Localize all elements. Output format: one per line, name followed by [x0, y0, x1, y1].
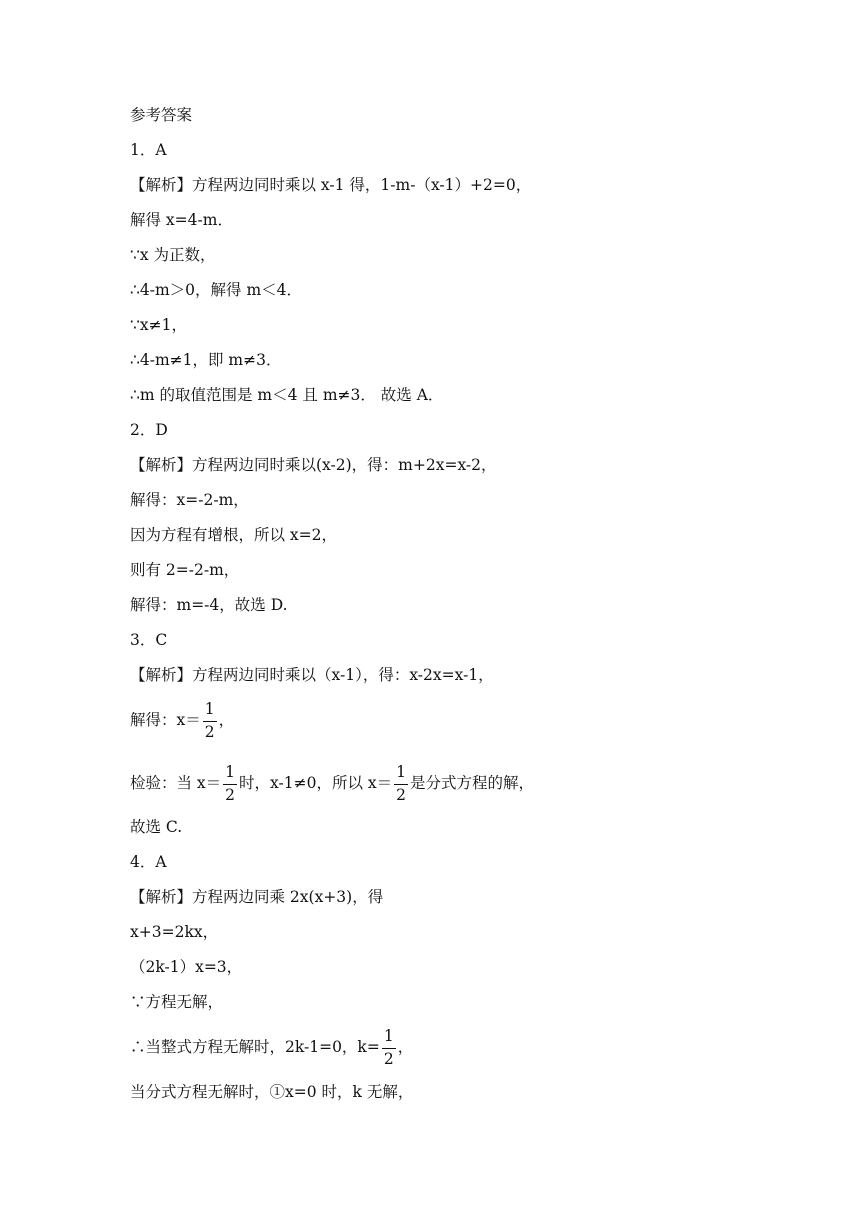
answer-1-line: ∵x 为正数， — [130, 246, 216, 264]
answer-4-line: 【解析】方程两边同乘 2x(x+3)，得 — [130, 888, 384, 906]
answer-3-label: 3．C — [130, 631, 168, 649]
answer-2-line: 则有 2=-2-m， — [130, 561, 240, 579]
answer-2-label: 2．D — [130, 421, 168, 439]
answer-4-line: 当分式方程无解时，①x=0 时，k 无解， — [130, 1083, 414, 1101]
fraction-denominator: 2 — [204, 722, 215, 741]
fraction-denominator: 2 — [225, 785, 236, 804]
fraction-numerator: 1 — [383, 1027, 394, 1045]
fraction-denominator: 2 — [396, 785, 407, 804]
answer-4-label: 4．A — [130, 853, 167, 871]
answer-3-line: 故选 C. — [130, 818, 183, 836]
answer-4-fraction-line — [130, 1029, 413, 1067]
fraction-denominator: 2 — [383, 1049, 394, 1068]
fraction-numerator: 1 — [225, 763, 236, 781]
text-segment: 时，x-1≠0，所以 x＝ — [239, 774, 393, 792]
page-heading: 参考答案 — [130, 106, 193, 124]
text-segment: 是分式方程的解， — [410, 774, 535, 792]
fraction — [382, 1029, 396, 1067]
answer-1-line: 解得 x=4-m． — [130, 211, 233, 229]
answer-1-line: 【解析】方程两边同时乘以 x-1 得，1-m-（x-1）+2=0， — [130, 176, 532, 194]
answer-1-line: ∵x≠1， — [130, 316, 187, 334]
text-segment: 解得：x＝ — [130, 711, 201, 729]
text-segment: ∴当整式方程无解时，2k-1=0，k= — [130, 1038, 380, 1056]
answer-1-label: 1．A — [130, 141, 167, 159]
answer-1-line: ∴m 的取值范围是 m＜4 且 m≠3． 故选 A． — [130, 386, 444, 404]
answer-3-check-line — [130, 765, 534, 803]
answer-2-line: 【解析】方程两边同时乘以(x-2)，得：m+2x=x-2， — [130, 456, 497, 474]
answer-2-line: 解得：x=-2-m， — [130, 491, 249, 509]
text-segment: 检验：当 x＝ — [130, 774, 222, 792]
answer-1-line: ∴4-m＞0，解得 m＜4． — [130, 281, 303, 299]
fraction-numerator: 1 — [204, 700, 215, 718]
text-segment: ， — [218, 711, 235, 729]
fraction — [394, 765, 408, 803]
fraction — [203, 702, 217, 740]
fraction-bar — [223, 784, 237, 785]
answer-4-line: （2k-1）x=3， — [130, 958, 243, 976]
answer-4-line: ∵方程无解， — [130, 993, 224, 1011]
answer-3-line: 【解析】方程两边同时乘以（x-1），得：x-2x=x-1， — [130, 666, 494, 684]
answer-1-line: ∴4-m≠1，即 m≠3． — [130, 351, 282, 369]
fraction-bar — [394, 784, 408, 785]
fraction-bar — [203, 721, 217, 722]
answer-2-line: 因为方程有增根，所以 x=2， — [130, 526, 338, 544]
answer-3-solution-line — [130, 702, 234, 740]
text-segment: ， — [397, 1038, 414, 1056]
fraction-bar — [382, 1048, 396, 1049]
answer-4-line: x+3=2kx， — [130, 923, 219, 941]
fraction — [223, 765, 237, 803]
fraction-numerator: 1 — [396, 763, 407, 781]
answer-2-line: 解得：m=-4，故选 D. — [130, 596, 288, 614]
